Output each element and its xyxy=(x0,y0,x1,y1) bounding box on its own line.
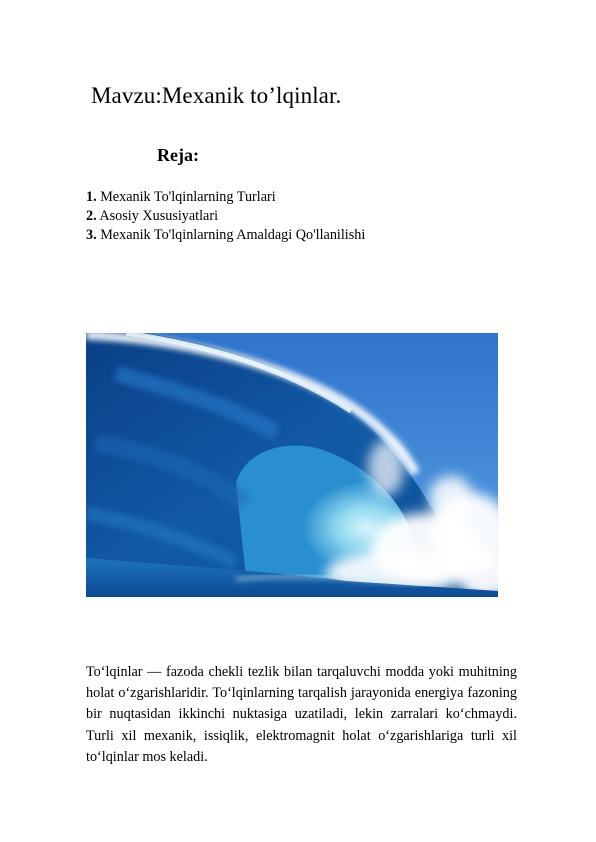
ocean-wave-image xyxy=(86,333,498,597)
plan-heading: Reja: xyxy=(157,145,199,165)
plan-item-text: Mexanik To'lqinlarning Turlari xyxy=(96,189,276,205)
plan-item xyxy=(86,226,365,245)
plan-item xyxy=(86,207,365,226)
body-paragraph: To‘lqinlar — fazoda chekli tezlik bilan tarqaluvchi modda yoki muhitning holat o‘zgarishlaridir. To‘lqinlarning tarqalish jarayonida energiya fazoning bir nuqtasidan ikkinchi nuktasiga uzatiladi, lekin zarralari ko‘chmaydi. Turli xil mexanik, issiqlik, elektromagnit holat o‘zgarishlariga turli xil to‘lqinlar mos keladi. xyxy=(86,664,517,765)
plan-item-text: Asosiy Xususiyatlari xyxy=(96,208,219,224)
plan-list xyxy=(86,188,365,245)
page-title: Mavzu:Mexanik to’lqinlar. xyxy=(91,83,342,108)
plan-item-text: Mexanik To'lqinlarning Amaldagi Qo'llanilishi xyxy=(96,227,366,243)
plan-item-number: 2. xyxy=(86,208,97,224)
plan-item xyxy=(86,188,365,207)
plan-item-number: 3. xyxy=(86,227,97,243)
plan-item-number: 1. xyxy=(86,189,97,205)
